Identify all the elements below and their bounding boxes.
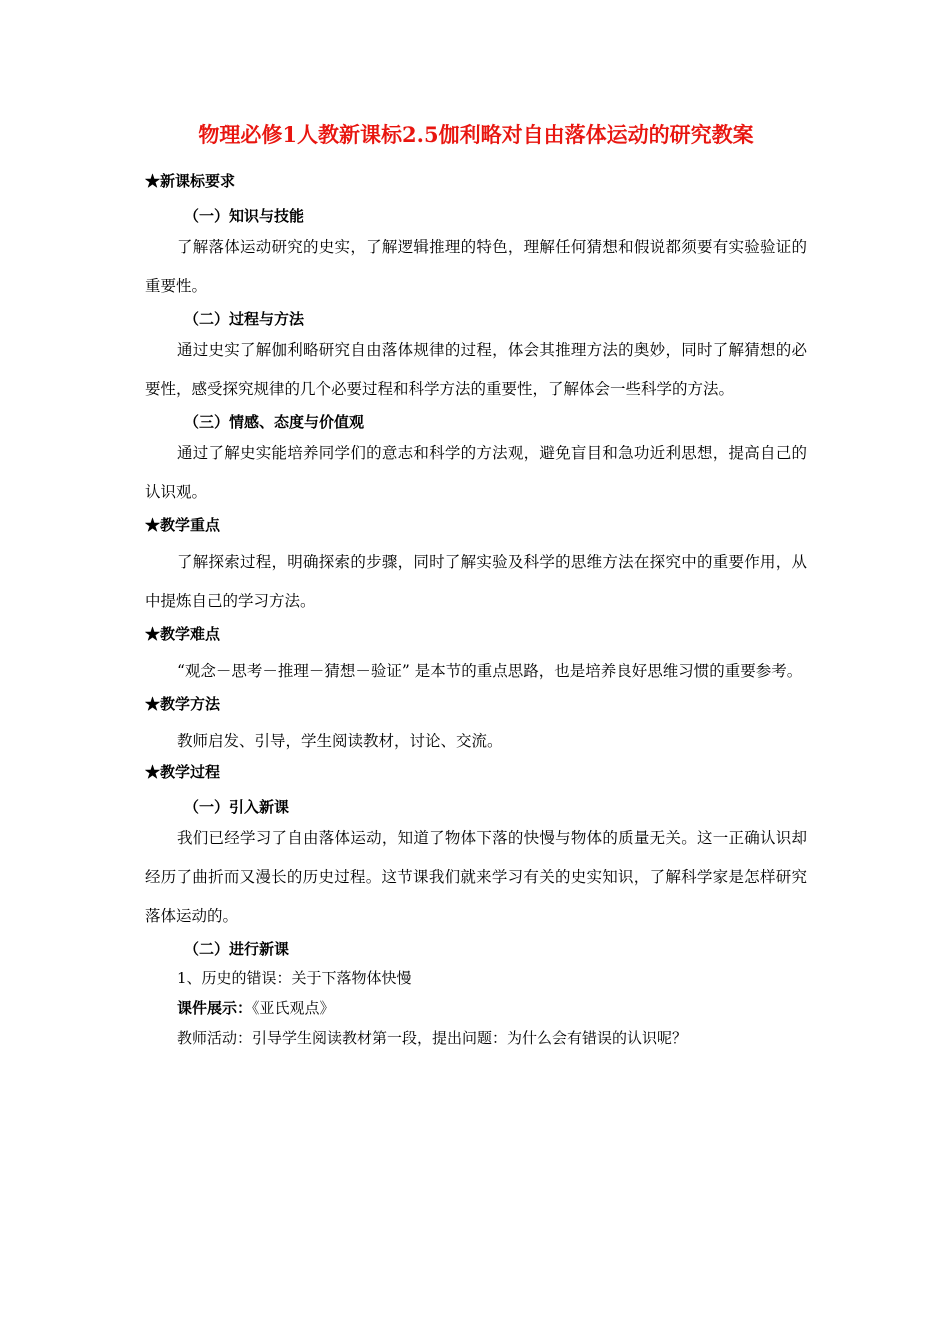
section-heading-key-points: ★教学重点 — [145, 516, 221, 534]
paragraph-introduction: 我们已经学习了自由落体运动，知道了物体下落的快慢与物体的质量无关。这一正确认识却经历了曲折而又漫长的历史过程。这节课我们就来学习有关的史实知识，了解科学家是怎样研究落体运动的。 — [145, 829, 807, 925]
subheading-knowledge-skills: （一）知识与技能 — [184, 207, 305, 225]
courseware-label: 课件展示： — [177, 999, 253, 1017]
subheading-emotion-values: （三）情感、态度与价值观 — [184, 413, 365, 431]
document-title: 物理必修1人教新课标2.5伽利略对自由落体运动的研究教案 — [198, 122, 754, 147]
subheading-introduction: （一）引入新课 — [184, 798, 290, 816]
subheading-new-lesson: （二）进行新课 — [184, 940, 290, 958]
paragraph-knowledge-skills: 了解落体运动研究的史实，了解逻辑推理的特色，理解任何猜想和假说都须要有实验验证的重要性。 — [145, 238, 807, 295]
list-item-historical-error: 1、历史的错误：关于下落物体快慢 — [177, 969, 412, 987]
paragraph-process-method: 通过史实了解伽利略研究自由落体规律的过程，体会其推理方法的奥妙，同时了解猜想的必要性，感受探究规律的几个必要过程和科学方法的重要性，了解体会一些科学的方法。 — [145, 341, 807, 398]
courseware-line — [145, 999, 807, 1017]
section-heading-process: ★教学过程 — [145, 763, 221, 781]
teacher-activity-line: 教师活动：引导学生阅读教材第一段，提出问题：为什么会有错误的认识呢？ — [177, 1029, 688, 1047]
section-heading-requirements: ★新课标要求 — [145, 172, 236, 190]
subheading-process-method: （二）过程与方法 — [184, 310, 305, 328]
courseware-value: 《亚氏观点》 — [252, 999, 335, 1017]
section-heading-methods: ★教学方法 — [145, 695, 221, 713]
document-page — [145, 118, 807, 1059]
section-heading-difficulties: ★教学难点 — [145, 625, 221, 643]
paragraph-emotion-values: 通过了解史实能培养同学们的意志和科学的方法观，避免盲目和急功近利思想，提高自己的认识观。 — [145, 444, 807, 501]
paragraph-methods: 教师启发、引导，学生阅读教材，讨论、交流。 — [177, 732, 503, 750]
paragraph-key-points: 了解探索过程，明确探索的步骤，同时了解实验及科学的思维方法在探究中的重要作用，从中提炼自己的学习方法。 — [145, 553, 807, 610]
paragraph-difficulties: “观念－思考－推理－猜想－验证” 是本节的重点思路，也是培养良好思维习惯的重要参考。 — [177, 662, 803, 680]
